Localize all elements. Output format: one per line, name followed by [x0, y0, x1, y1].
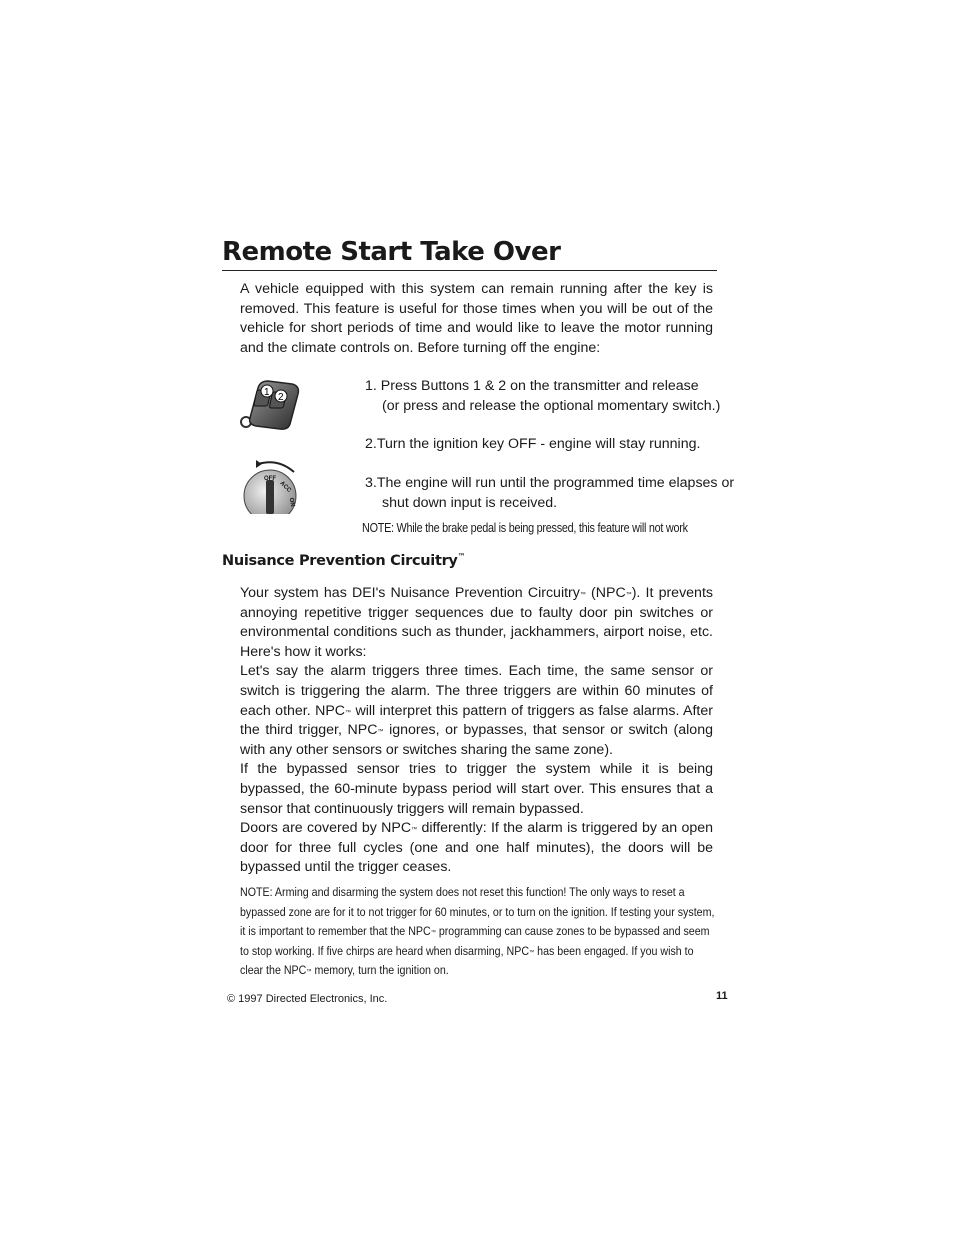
- step-3: 3.The engine will run until the programmed time elapses or shut down input is received.: [365, 475, 735, 511]
- ignition-switch-image: [240, 456, 300, 521]
- npc-paragraph-4: Doors are covered by NPC™ differently: If the alarm is triggered by an open door for three full cycles (one and one half minutes), the doors will be bypassed until the trigger ceases.: [240, 820, 714, 876]
- ignition-on-label: ON: [287, 497, 296, 508]
- npc-note: NOTE: Arming and disarming the system does not reset this function! The only ways to reset a bypassed zone are for it to not trigger for 60 minutes, or to turn on the ignition. If testing your system, it is important to remember that the NPC™ programming can cause zones to be bypassed and seem to stop working. If five chirps are heard when disarming, NPC™ has been engaged. If you wish to clear the NPC™ memory, turn the ignition on.: [240, 885, 715, 978]
- npc-paragraph-2: Let's say the alarm triggers three times. Each time, the same sensor or switch is triggering the alarm. The three triggers are within 60 minutes of each other. NPC™ will interpret this pattern of triggers as false alarms. After the third trigger, NPC™ ignores, or bypasses, that sensor or switch (along with any other sensors or switches sharing the same zone).: [240, 663, 713, 758]
- npc-paragraph-3: If the bypassed sensor tries to trigger the system while it is being bypassed, the 60-minute bypass period will start over. This ensures that a sensor that continuously triggers will remain bypassed.: [240, 761, 713, 817]
- copyright: © 1997 Directed Electronics, Inc.: [227, 993, 388, 1005]
- remote-transmitter-image: [238, 376, 302, 437]
- remote-button-2-text: 2: [278, 392, 284, 403]
- npc-paragraph-1: Your system has DEI's Nuisance Prevention Circuitry™ (NPC™). It prevents annoying repetitive trigger sequences due to faulty door pin switches or environmental conditions such as thunder, jackhammers, airport noise, etc. Here's how it works:: [240, 585, 713, 660]
- ignition-off-label: OFF: [264, 476, 276, 482]
- remote-button-1-text: 1: [264, 387, 270, 398]
- page-title: Remote Start Take Over: [222, 236, 717, 271]
- step-2: 2.Turn the ignition key OFF - engine will stay running.: [365, 436, 701, 452]
- section-title: Nuisance Prevention Circuitry™: [222, 552, 466, 569]
- intro-paragraph: A vehicle equipped with this system can remain running after the key is removed. This feature is useful for those times when you will be out of the vehicle for short periods of time and would like to leave the motor running and the climate controls on. Before turning off the engine:: [240, 281, 713, 356]
- step-1: 1. Press Buttons 1 & 2 on the transmitter and release (or press and release the optional momentary switch.): [365, 378, 721, 414]
- ignition-acc-label: ACC: [278, 480, 292, 494]
- npc-body: [240, 584, 713, 878]
- step-note: NOTE: While the brake pedal is being pressed, this feature will not work: [362, 521, 688, 535]
- page-number: 11: [716, 990, 728, 1002]
